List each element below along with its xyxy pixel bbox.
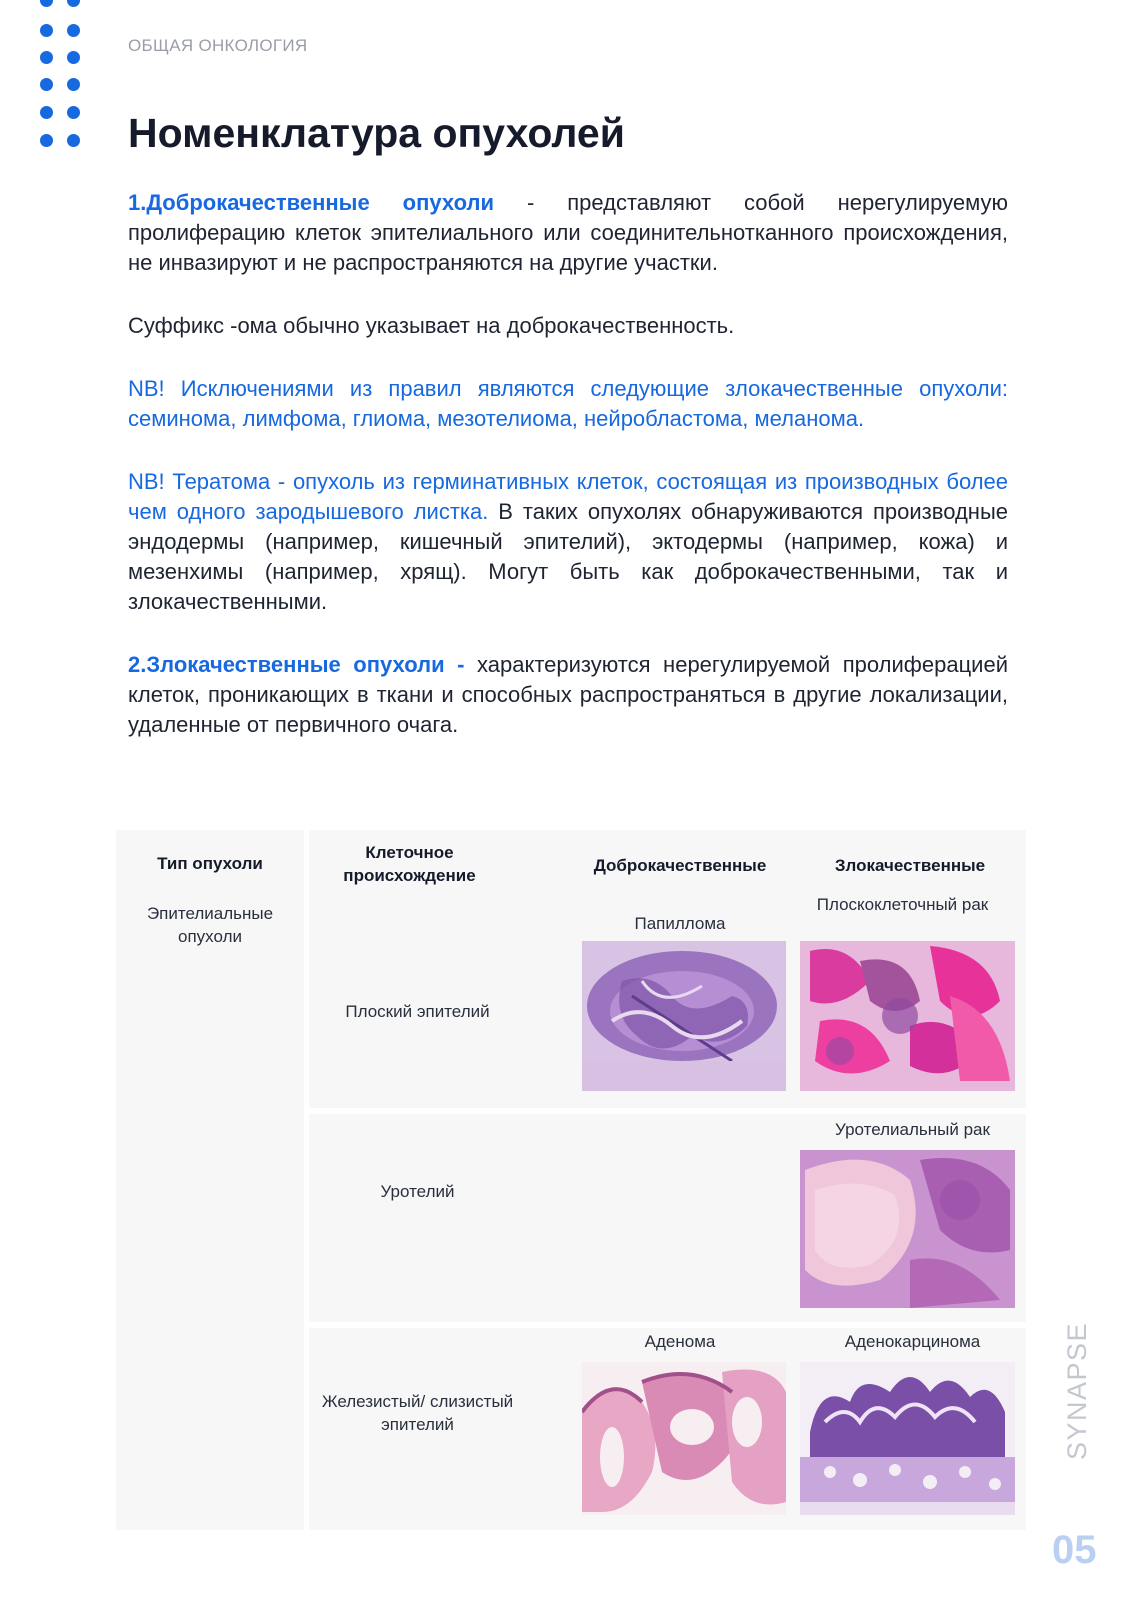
benign-term: 1.Доброкачественные опухоли — [128, 190, 494, 215]
table-row-divider — [309, 1108, 1026, 1114]
page-number: 05 — [1052, 1528, 1097, 1572]
urothelial-carcinoma-micrograph — [800, 1150, 1015, 1308]
body-text — [128, 188, 1008, 773]
header-cell-origin: Клеточное происхождение — [343, 843, 476, 885]
table-row-divider — [309, 1322, 1026, 1328]
teratoma-definition: NB! Тератома - опухоль из герминативных клеток, состоящая из производных более чем одного зародышевого листка. — [128, 469, 1008, 524]
tumor-type-epithelial: Эпителиальные опухоли — [146, 904, 274, 946]
malignant-paragraph — [128, 650, 1008, 740]
table-row-origin: Плоский эпителий — [345, 1002, 490, 1021]
table-row-origin: Уротелий — [380, 1182, 455, 1201]
teratoma-details: В таких опухолях обнаруживаются производные эндодермы (например, кишечный эпителий), эктодермы (например, кожа) и мезенхимы (например, хрящ). Могут быть как доброкачественными, так и злокачественными. — [128, 499, 1008, 614]
malignant-definition: характеризуются нерегулируемой пролиферацией клеток, проникающих в ткани и способных распространяться в другие локализации, удаленные от первичного очага. — [128, 652, 1008, 737]
decorative-dots — [40, 0, 84, 150]
benign-paragraph — [128, 188, 1008, 278]
brand-watermark: SYNAPSE — [1062, 1321, 1092, 1460]
benign-name: Папиллома — [634, 914, 726, 933]
table-column-divider — [304, 830, 309, 1530]
adenocarcinoma-micrograph — [800, 1362, 1015, 1515]
header-benign: Доброкачественные — [593, 856, 767, 875]
teratoma-paragraph — [128, 467, 1008, 617]
page-title: Номенклатура опухолей — [128, 110, 625, 156]
header-tumor-type: Тип опухоли — [157, 854, 263, 873]
adenoma-micrograph — [582, 1362, 786, 1515]
malignant-name: Плоскоклеточный рак — [816, 895, 989, 914]
header-malignant: Злокачественные — [834, 856, 986, 875]
section-label: ОБЩАЯ ОНКОЛОГИЯ — [128, 36, 308, 55]
nb-exceptions-paragraph: NB! Исключениями из правил являются следующие злокачественные опухоли: семинома, лимфома, глиома, мезотелиома, нейробластома, меланома. — [128, 376, 1008, 431]
benign-definition: - представляют собой нерегулируемую пролиферацию клеток эпителиального или соединительнотканного происхождения, не инвазируют и не распространяются на другие участки. — [128, 190, 1008, 275]
suffix-paragraph: Суффикс -ома обычно указывает на доброкачественность. — [128, 313, 735, 338]
malignant-name: Аденокарцинома — [844, 1332, 981, 1351]
squamous-carcinoma-micrograph — [800, 941, 1015, 1091]
benign-name: Аденома — [644, 1332, 716, 1351]
papilloma-micrograph — [582, 941, 786, 1091]
malignant-term: 2.Злокачественные опухоли - — [128, 652, 465, 677]
malignant-name: Уротелиальный рак — [835, 1120, 990, 1139]
table-row-origin: Железистый/ слизистый эпителий — [321, 1392, 514, 1434]
